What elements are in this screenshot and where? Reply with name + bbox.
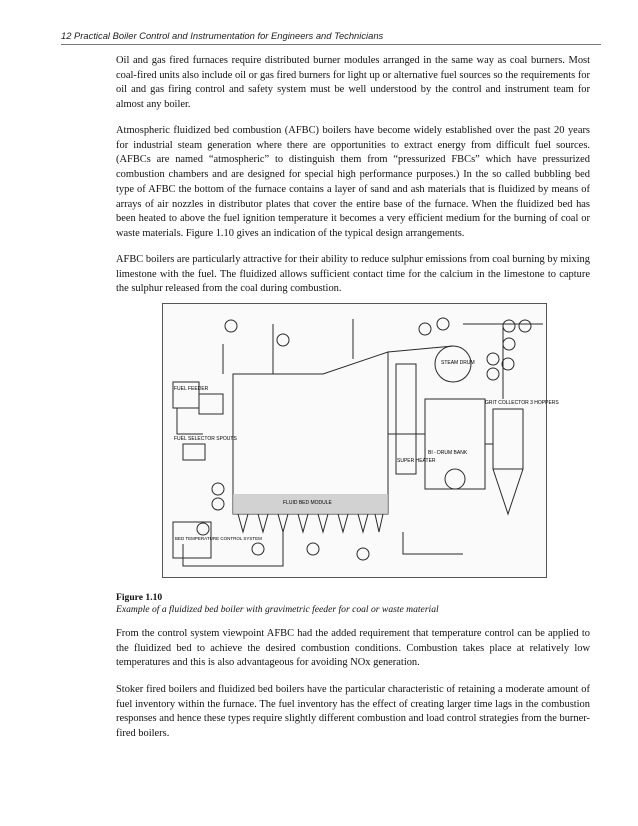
header-rule [61, 44, 601, 45]
label-fuel-feeder: FUEL FEEDER [174, 386, 209, 392]
label-steam-drum: STEAM DRUM [441, 360, 475, 366]
paragraph-stoker: Stoker fired boilers and fluidized bed boilers have the particular characteristic of retaining a moderate amount of fuel inventory within the furnace. The fuel inventory has the effect of creating larger time lags in the combustion responses and hence these types require slightly different combustion and load control strategies from the burner-fired boilers. [116, 684, 590, 740]
boiler-schematic [163, 304, 559, 577]
label-fuel-selector-spouts: FUEL SELECTOR SPOUTS [174, 436, 237, 442]
fuel-selector-spouts-box [183, 444, 205, 460]
label-bi-drum-bank: BI - DRUM BANK [428, 450, 468, 456]
furnace-outline [233, 352, 388, 514]
paragraph-oil-gas: Oil and gas fired furnaces require distributed burner modules arranged in the same way as coal burners. Most coal-fired units also include oil or gas fired burners for light up or alternative fuel sources so the requirements for oil and gas firing control and safety system must be well understood by the control and instrument team for almost any boiler. [116, 55, 590, 111]
paragraph-control-viewpoint: From the control system viewpoint AFBC had the added requirement that temperature control can be applied to the fluidized bed to achieve the desired combustion conditions. Combustion takes place at relatively low temperatures and this is also advantageous for avoiding NOx generation. [116, 628, 590, 669]
figure-boiler-diagram [162, 303, 559, 578]
label-bed-temperature-control: BED TEMPERATURE CONTROL SYSTEM [175, 536, 262, 541]
label-grit-collector: GRIT COLLECTOR 3 HOPPERS [485, 400, 559, 406]
figure-caption: Example of a fluidized bed boiler with gravimetric feeder for coal or waste material [116, 604, 439, 615]
paragraph-sulphur: AFBC boilers are particularly attractive for their ability to reduce sulphur emissions from coal burning by mixing limestone with the fuel. The fluidized allows sufficient contact time for the calcium in the limestone to capture the sulphur released from the coal during combustion. [116, 254, 590, 295]
figure-number: Figure 1.10 [116, 592, 163, 603]
running-header [61, 30, 601, 41]
label-super-heater: SUPER HEATER [397, 458, 436, 464]
paragraph-afbc: Atmospheric fluidized bed combustion (AFBC) boilers have become widely established over the past 20 years for industrial steam generation where there are opportunities to extract energy from difficult fuel sources. (AFBCs are named “atmospheric” to distinguish them from “pressurized FBCs” which have pressurized combustion chambers and are designed for special high performance purposes.) In the so called bubbling bed type of AFBC the bottom of the furnace contains a layer of sand and ash materials that is fluidized by means of arrays of air nozzles in distributor plates that cover the entire base of the furnace. When the fluidized bed has been heated to above the fuel ignition temperature it becomes a very efficient medium for the burning of coal or waste materials. Figure 1.10 gives an indication of the typical design arrangements. [116, 125, 590, 239]
page-number: 12 [61, 30, 72, 41]
book-title: Practical Boiler Control and Instrumentation for Engineers and Technicians [74, 30, 384, 41]
label-fluid-bed-module: FLUID BED MODULE [283, 500, 332, 506]
bi-drum-bank [425, 399, 485, 489]
